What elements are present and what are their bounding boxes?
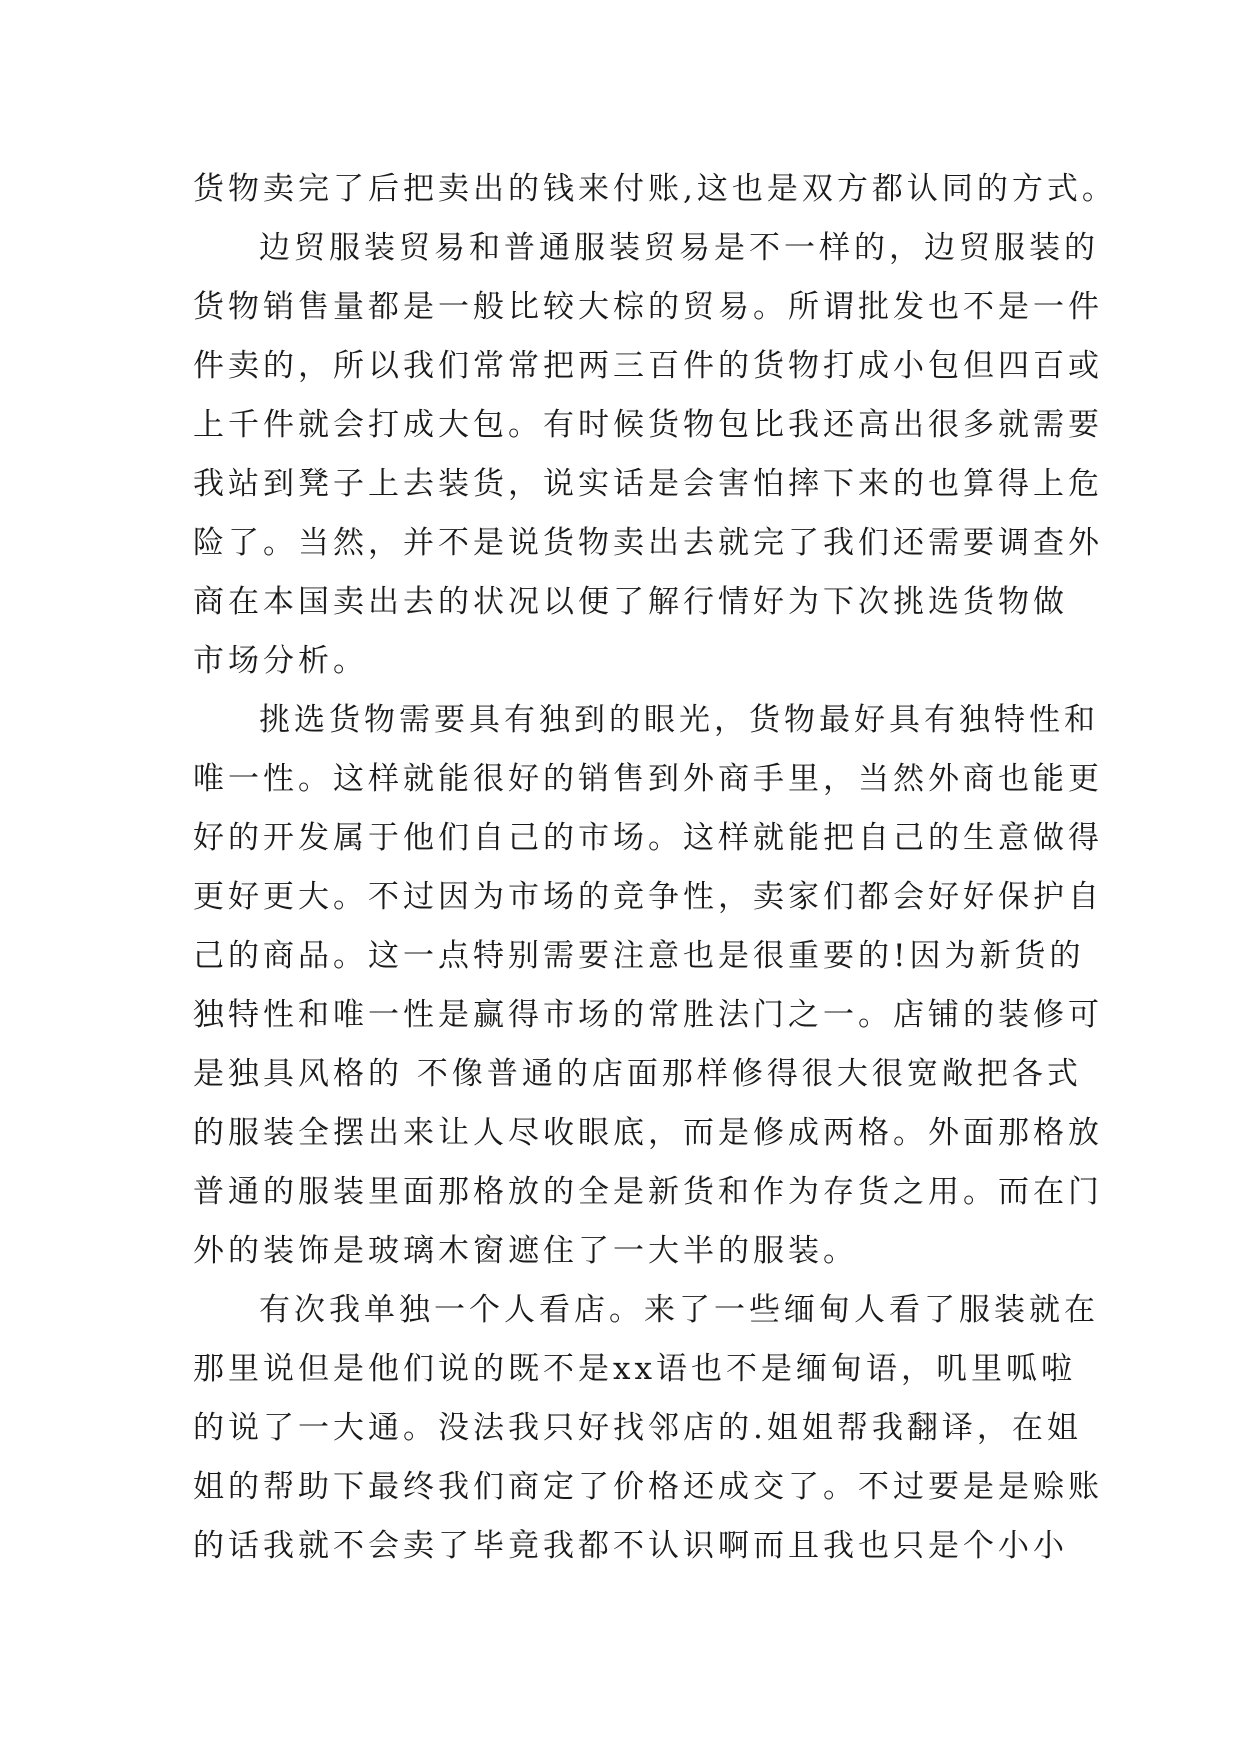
text-line: 险了。当然，并不是说货物卖出去就完了我们还需要调查外 bbox=[193, 525, 1103, 561]
paragraph-first-line: 边贸服装贸易和普通服装贸易是不一样的，边贸服装的 bbox=[259, 230, 1099, 266]
text-line: 市场分析。 bbox=[193, 643, 368, 679]
text-line: 己的商品。这一点特别需要注意也是很重要的!因为新货的 bbox=[193, 938, 1085, 974]
text-line: 那里说但是他们说的既不是xx语也不是缅甸语，叽里呱啦 bbox=[193, 1351, 1076, 1387]
text-line: 外的装饰是玻璃木窗遮住了一大半的服装。 bbox=[193, 1233, 858, 1269]
text-line: 独特性和唯一性是赢得市场的常胜法门之一。店铺的装修可 bbox=[193, 997, 1103, 1033]
body-text bbox=[193, 160, 1117, 1576]
text-line: 姐的帮助下最终我们商定了价格还成交了。不过要是是赊账 bbox=[193, 1469, 1103, 1505]
text-line: 的服装全摆出来让人尽收眼底，而是修成两格。外面那格放 bbox=[193, 1115, 1103, 1151]
text-line: 商在本国卖出去的状况以便了解行情好为下次挑选货物做 bbox=[193, 584, 1068, 620]
text-line: 货物销售量都是一般比较大棕的贸易。所谓批发也不是一件 bbox=[193, 289, 1103, 325]
paragraph-first-line: 挑选货物需要具有独到的眼光，货物最好具有独特性和 bbox=[259, 702, 1099, 738]
text-line: 的话我就不会卖了毕竟我都不认识啊而且我也只是个小小 bbox=[193, 1528, 1068, 1564]
text-line: 货物卖完了后把卖出的钱来付账,这也是双方都认同的方式。 bbox=[193, 171, 1117, 207]
text-line: 的说了一大通。没法我只好找邻店的.姐姐帮我翻译，在姐 bbox=[193, 1410, 1082, 1446]
text-line: 唯一性。这样就能很好的销售到外商手里，当然外商也能更 bbox=[193, 761, 1103, 797]
text-line: 好的开发属于他们自己的市场。这样就能把自己的生意做得 bbox=[193, 820, 1103, 856]
text-line: 我站到凳子上去装货，说实话是会害怕摔下来的也算得上危 bbox=[193, 466, 1103, 502]
paragraph-first-line: 有次我单独一个人看店。来了一些缅甸人看了服装就在 bbox=[259, 1292, 1099, 1328]
text-line: 更好更大。不过因为市场的竞争性，卖家们都会好好保护自 bbox=[193, 879, 1103, 915]
text-line: 是独具风格的 不像普通的店面那样修得很大很宽敞把各式 bbox=[193, 1056, 1082, 1092]
text-line: 上千件就会打成大包。有时候货物包比我还高出很多就需要 bbox=[193, 407, 1103, 443]
text-line: 普通的服装里面那格放的全是新货和作为存货之用。而在门 bbox=[193, 1174, 1103, 1210]
text-line: 件卖的，所以我们常常把两三百件的货物打成小包但四百或 bbox=[193, 348, 1103, 384]
